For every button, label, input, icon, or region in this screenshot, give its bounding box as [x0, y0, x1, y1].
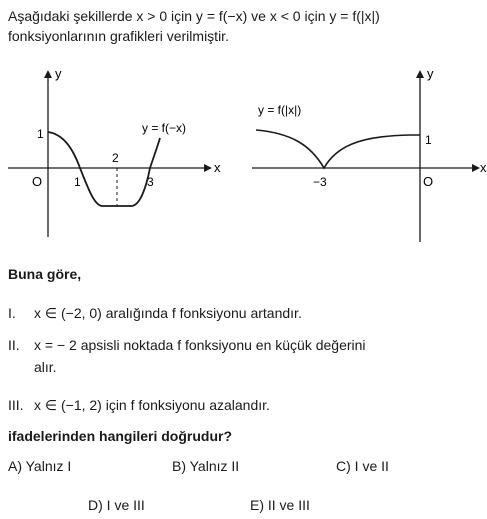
right-curve — [256, 130, 420, 168]
question-text: ifadelerinden hangileri doğrudur? — [8, 428, 233, 444]
left-curve — [48, 132, 160, 206]
right-x-label: x — [480, 160, 487, 175]
lead-text: Buna göre, — [8, 266, 82, 282]
statement-1-text: x ∈ (−2, 0) aralığında f fonksiyonu artandır. — [34, 305, 302, 321]
intro-text: Aşağıdaki şekillerde x > 0 için y = f(−x) ve x < 0 için y = f(|x|) fonksiyonlarının grafikleri verilmiştir. — [8, 8, 380, 44]
left-y-tick-1: 1 — [37, 127, 44, 141]
left-x-tick-1: 1 — [74, 175, 81, 189]
right-y-label: y — [427, 66, 434, 81]
right-x-tick-neg3: −3 — [313, 175, 327, 189]
graphs-svg — [0, 62, 487, 252]
statement-2-continuation: alır. — [34, 359, 57, 375]
option-c[interactable]: C) I ve II — [336, 458, 389, 474]
left-graph — [8, 66, 221, 237]
right-curve-label: y = f(|x|) — [258, 103, 302, 117]
statement-2 — [8, 334, 478, 378]
option-d[interactable]: D) I ve III — [88, 497, 145, 513]
left-x-label: x — [214, 160, 221, 175]
statement-2-text: x = − 2 apsisli noktada f fonksiyonu en küçük değerini — [34, 337, 366, 353]
left-x-tick-3: 3 — [147, 175, 154, 189]
statement-2-numeral: II. — [8, 337, 20, 353]
statement-1-numeral: I. — [8, 305, 16, 321]
left-y-label: y — [55, 66, 62, 81]
option-e[interactable]: E) II ve III — [250, 497, 310, 513]
option-b[interactable]: B) Yalnız II — [172, 458, 240, 474]
graphs-area — [0, 62, 487, 252]
right-y-tick-1: 1 — [425, 133, 432, 147]
statement-1 — [8, 302, 478, 324]
right-origin-label: O — [423, 174, 434, 189]
statement-3-text: x ∈ (−1, 2) için f fonksiyonu azalandır. — [34, 397, 270, 413]
left-curve-label: y = f(−x) — [142, 121, 187, 135]
statement-3 — [8, 394, 478, 416]
statement-3-numeral: III. — [8, 397, 24, 413]
right-graph — [252, 66, 487, 242]
left-origin-label: O — [32, 174, 43, 189]
left-x-tick-2: 2 — [112, 151, 119, 165]
option-a[interactable]: A) Yalnız I — [8, 458, 72, 474]
